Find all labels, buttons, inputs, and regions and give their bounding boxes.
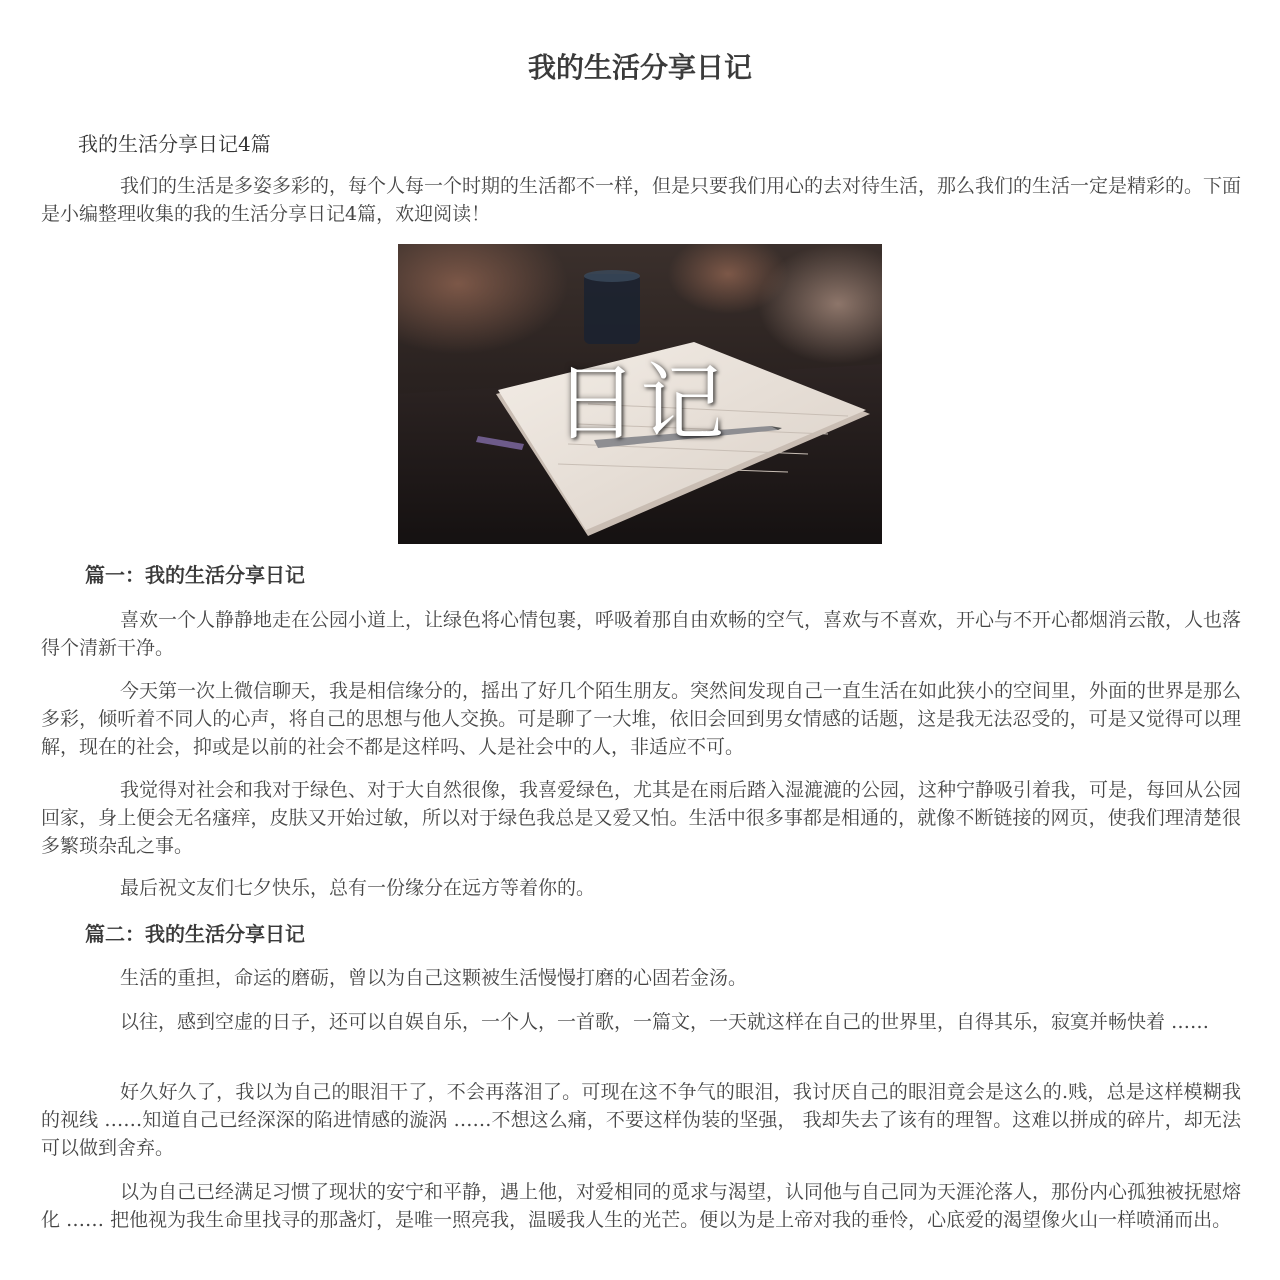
hero-image — [398, 244, 882, 544]
section1-paragraph-3: 我觉得对社会和我对于绿色、对于大自然很像，我喜爱绿色，尤其是在雨后踏入湿漉漉的公园，这种宁静吸引着我，可是，每回从公园回家，身上便会无名瘙痒，皮肤又开始过敏，所以对于绿色我总是又爱又怕。生活中很多事都是相通的，就像不断链接的网页，使我们理清楚很多繁琐杂乱之事。 — [41, 779, 1242, 857]
section-heading-2: 篇二：我的生活分享日记 — [85, 922, 305, 946]
section2-paragraph-4: 以为自己已经满足习惯了现状的安宁和平静，遇上他，对爱相同的觅求与渴望，认同他与自己同为天涯沦落人，那份内心孤独被抚慰熔化 …… 把他视为我生命里找寻的那盏灯，是唯一照亮我，温暖我人生的光芒。便以为是上帝对我的垂怜，心底爱的渴望像火山一样喷涌而出。 — [41, 1181, 1242, 1231]
section2-paragraph-2: 以往，感到空虚的日子，还可以自娱自乐，一个人，一首歌，一篇文，一天就这样在自己的世界里，自得其乐，寂寞并畅快着 …… — [120, 1011, 1210, 1033]
hero-label: 日记 — [553, 354, 726, 452]
page-title: 我的生活分享日记 — [527, 51, 752, 84]
section-heading-1: 篇一：我的生活分享日记 — [85, 563, 305, 587]
intro-paragraph: 我们的生活是多姿多彩的，每个人每一个时期的生活都不一样，但是只要我们用心的去对待生活，那么我们的生活一定是精彩的。下面是小编整理收集的我的生活分享日记4篇，欢迎阅读！ — [41, 175, 1242, 225]
section1-paragraph-1: 喜欢一个人静静地走在公园小道上，让绿色将心情包裹，呼吸着那自由欢畅的空气，喜欢与不喜欢，开心与不开心都烟消云散，人也落得个清新干净。 — [41, 609, 1242, 659]
section2-paragraph-1: 生活的重担，命运的磨砺，曾以为自己这颗被生活慢慢打磨的心固若金汤。 — [120, 967, 748, 989]
section1-paragraph-4: 最后祝文友们七夕快乐，总有一份缘分在远方等着你的。 — [120, 877, 596, 899]
article-subtitle: 我的生活分享日记4篇 — [78, 132, 271, 156]
section2-paragraph-3: 好久好久了，我以为自己的眼泪干了，不会再落泪了。可现在这不争气的眼泪，我讨厌自己的眼泪竟会是这么的.贱，总是这样模糊我的视线 ……知道自己已经深深的陷进情感的漩涡 ……不想这么痛，不要这样伪装的坚强， 我却失去了该有的理智。这难以拼成的碎片，却无法可以做到舍弃。 — [41, 1081, 1241, 1159]
section1-paragraph-2: 今天第一次上微信聊天，我是相信缘分的，摇出了好几个陌生朋友。突然间发现自己一直生活在如此狭小的空间里，外面的世界是那么多彩，倾听着不同人的心声，将自己的思想与他人交换。可是聊了一大堆，依旧会回到男女情感的话题，这是我无法忍受的，可是又觉得可以理解，现在的社会，抑或是以前的社会不都是这样吗、人是社会中的人，非适应不可。 — [41, 680, 1242, 758]
